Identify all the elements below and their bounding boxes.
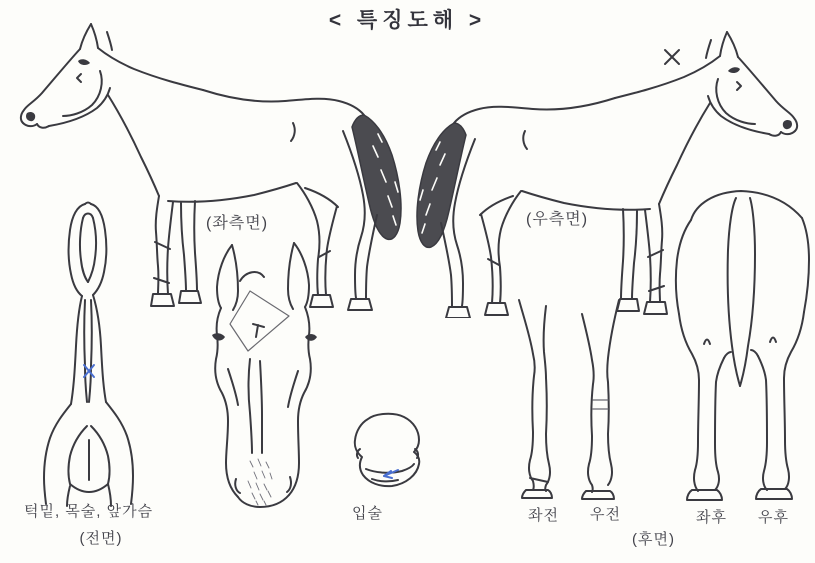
caption-right-front-leg: 우전	[590, 506, 621, 523]
caption-front-parts: 턱밑, 목술, 앞가슴	[24, 503, 154, 520]
lips-view-drawing	[342, 407, 434, 503]
caption-right-hind-leg: 우후	[758, 509, 789, 526]
left-eye-mark	[212, 333, 225, 340]
caption-right-side: (우측면)	[526, 211, 589, 228]
caption-lips: 입술	[352, 505, 383, 522]
lips-arrow-mark	[384, 470, 398, 478]
front-legs-rear-view-drawing	[506, 292, 640, 506]
hindquarters-rear-view-drawing	[666, 186, 813, 506]
caption-front-view: (전면)	[79, 530, 123, 547]
caption-left-side: (좌측면)	[206, 215, 269, 232]
neck-chest-front-view-drawing	[35, 196, 141, 510]
page-title: < 특징도해 >	[328, 9, 487, 32]
neck-x-mark	[665, 50, 679, 64]
face-front-view-drawing	[198, 241, 334, 511]
caption-left-front-leg: 좌전	[528, 507, 559, 524]
tail	[728, 198, 755, 386]
muzzle-stipple	[248, 459, 272, 505]
right-eye-mark	[305, 334, 317, 341]
forehead-diamond	[230, 291, 289, 351]
caption-rear-view: (후면)	[632, 531, 675, 548]
caption-left-hind-leg: 좌후	[696, 509, 727, 526]
